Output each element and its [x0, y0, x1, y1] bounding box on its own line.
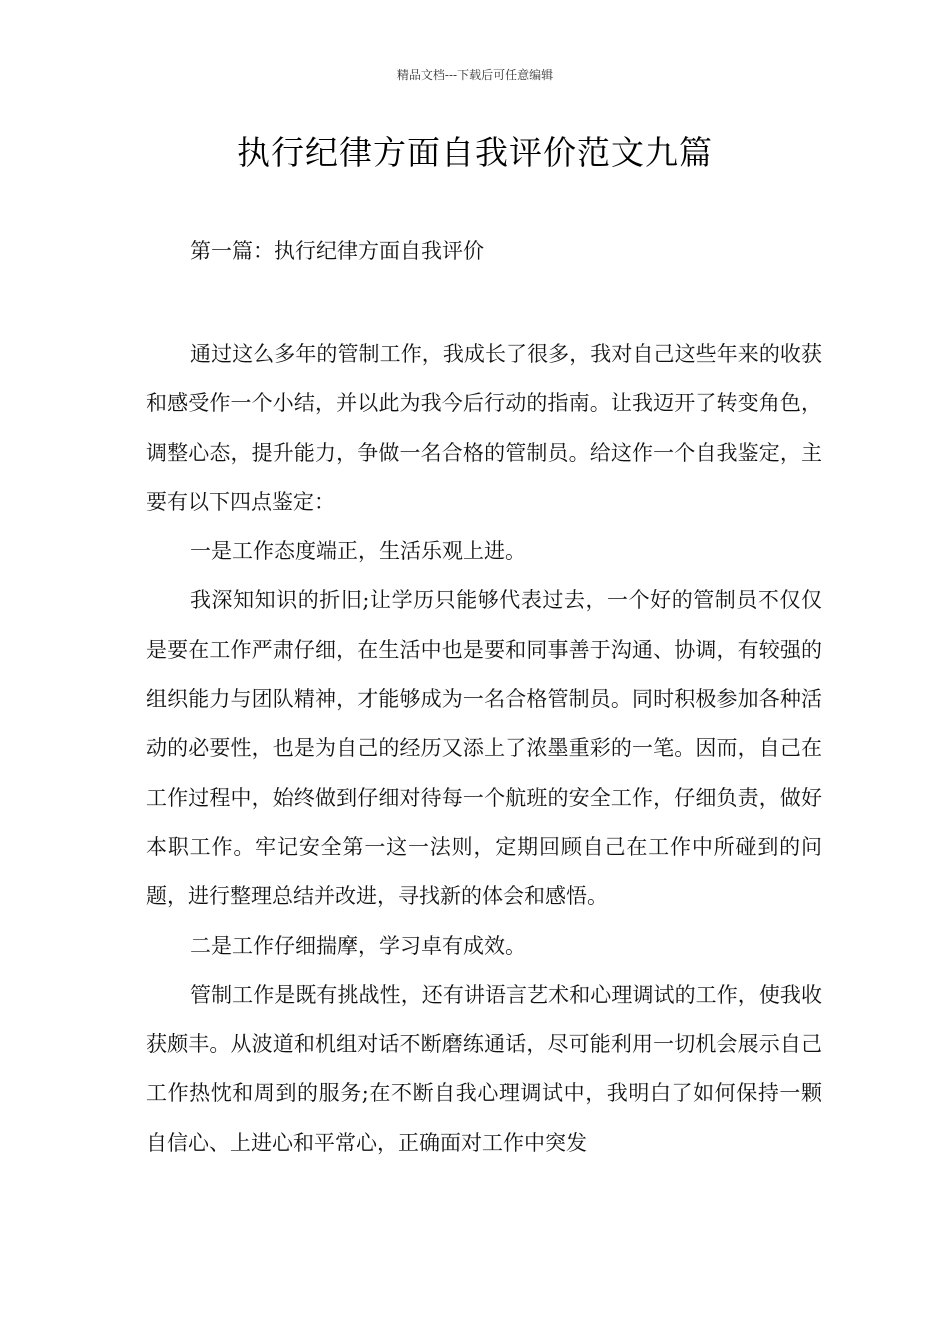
paragraph: 一是工作态度端正，生活乐观上进。: [190, 539, 526, 564]
header-note: 精品文档---下载后可任意编辑: [396, 68, 554, 82]
paragraph: 通过这么多年的管制工作，我成长了很多，我对自己这些年来的收获和感受作一个小结，并以此为我今后行动的指南。让我迈开了转变角色，调整心态，提升能力，争做一名合格的管制员。给这作一个自我鉴定，主要有以下四点鉴定：: [146, 342, 822, 514]
paragraph: 二是工作仔细揣摩，学习卓有成效。: [190, 933, 526, 958]
section-heading: 第一篇：执行纪律方面自我评价: [190, 239, 484, 263]
body-text: [146, 330, 822, 1168]
document-title: 执行纪律方面自我评价范文九篇: [237, 133, 713, 172]
paragraph: 管制工作是既有挑战性，还有讲语言艺术和心理调试的工作，使我收获颇丰。从波道和机组对话不断磨练通话，尽可能利用一切机会展示自己工作热忱和周到的服务;在不断自我心理调试中，我明白了如何保持一颗自信心、上进心和平常心，正确面对工作中突发: [146, 982, 822, 1155]
paragraph: 我深知知识的折旧;让学历只能够代表过去，一个好的管制员不仅仅是要在工作严肃仔细，在生活中也是要和同事善于沟通、协调，有较强的组织能力与团队精神，才能够成为一名合格管制员。同时积极参加各种活动的必要性，也是为自己的经历又添上了浓墨重彩的一笔。因而，自己在工作过程中，始终做到仔细对待每一个航班的安全工作，仔细负责，做好本职工作。牢记安全第一这一法则，定期回顾自己在工作中所碰到的问题，进行整理总结并改进，寻找新的体会和感悟。: [146, 588, 822, 909]
